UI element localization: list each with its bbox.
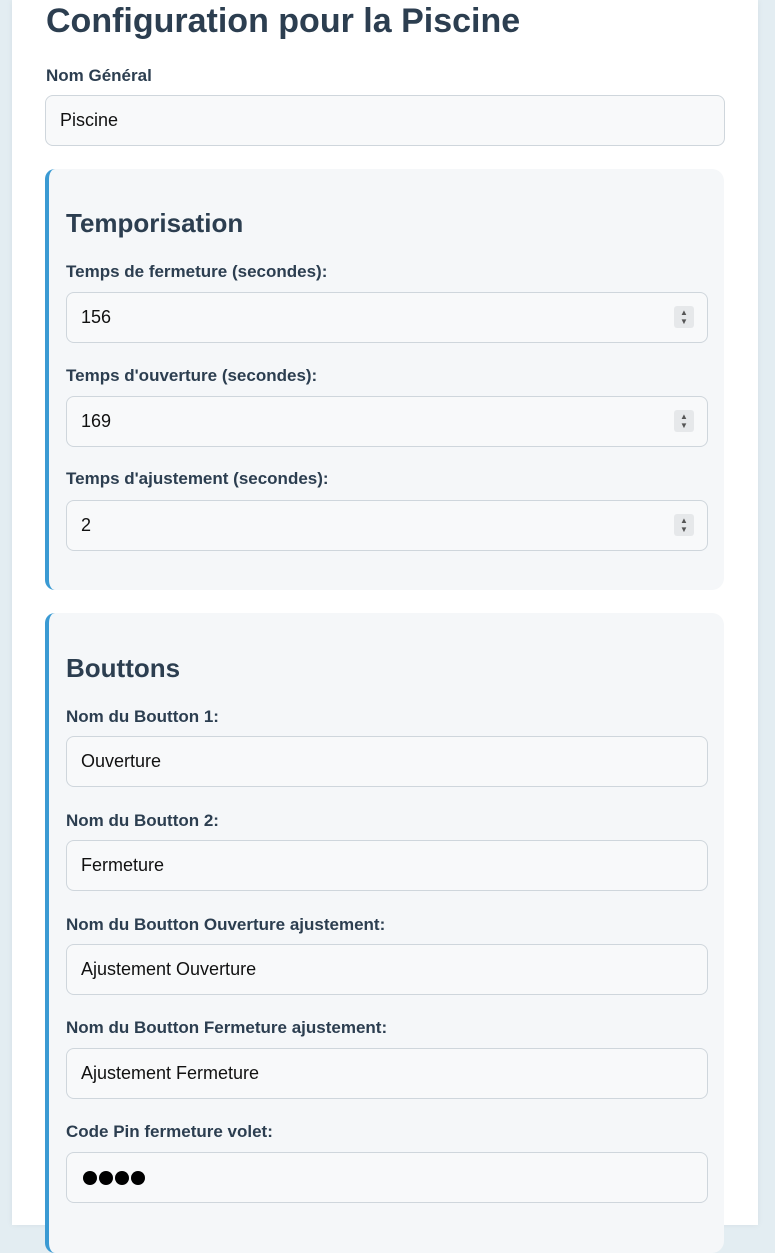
chevron-up-icon[interactable]: ▲ <box>680 308 688 317</box>
timing-section-title: Temporisation <box>66 208 244 238</box>
open-time-spinner[interactable] <box>674 410 694 432</box>
pin-dot <box>83 1171 97 1185</box>
buttons-section <box>45 613 724 1253</box>
close-time-field <box>66 292 708 343</box>
close-time-label: Temps de fermeture (secondes): <box>66 262 328 281</box>
pin-code-label: Code Pin fermeture volet: <box>66 1122 273 1141</box>
chevron-down-icon[interactable]: ▼ <box>680 317 688 326</box>
close-time-spinner[interactable] <box>674 306 694 328</box>
adjust-time-field <box>66 500 708 551</box>
adjust-time-label: Temps d'ajustement (secondes): <box>66 469 329 488</box>
open-adjust-button-label: Nom du Boutton Ouverture ajustement: <box>66 915 386 934</box>
pin-dot <box>131 1171 145 1185</box>
open-time-label: Temps d'ouverture (secondes): <box>66 366 318 385</box>
chevron-down-icon[interactable]: ▼ <box>680 525 688 534</box>
chevron-up-icon[interactable]: ▲ <box>680 516 688 525</box>
button2-name-label: Nom du Boutton 2: <box>66 811 219 830</box>
pin-masked-value <box>83 1153 145 1202</box>
button1-name-input[interactable] <box>66 736 708 787</box>
open-time-field <box>66 396 708 447</box>
open-adjust-button-input[interactable] <box>66 944 708 995</box>
pin-dot <box>115 1171 129 1185</box>
button1-name-label: Nom du Boutton 1: <box>66 707 219 726</box>
close-adjust-button-label: Nom du Boutton Fermeture ajustement: <box>66 1018 388 1037</box>
pin-dot <box>99 1171 113 1185</box>
config-card <box>12 0 758 1225</box>
chevron-up-icon[interactable]: ▲ <box>680 412 688 421</box>
timing-section <box>45 169 724 590</box>
chevron-down-icon[interactable]: ▼ <box>680 421 688 430</box>
pin-code-input[interactable] <box>66 1152 708 1203</box>
button2-name-input[interactable] <box>66 840 708 891</box>
general-name-label: Nom Général <box>46 66 152 85</box>
page-title: Configuration pour la Piscine <box>46 2 521 40</box>
adjust-time-spinner[interactable] <box>674 514 694 536</box>
buttons-section-title: Bouttons <box>66 653 181 683</box>
close-adjust-button-input[interactable] <box>66 1048 708 1099</box>
adjust-time-input[interactable] <box>66 500 708 551</box>
close-time-input[interactable] <box>66 292 708 343</box>
general-name-input[interactable] <box>45 95 725 146</box>
open-time-input[interactable] <box>66 396 708 447</box>
